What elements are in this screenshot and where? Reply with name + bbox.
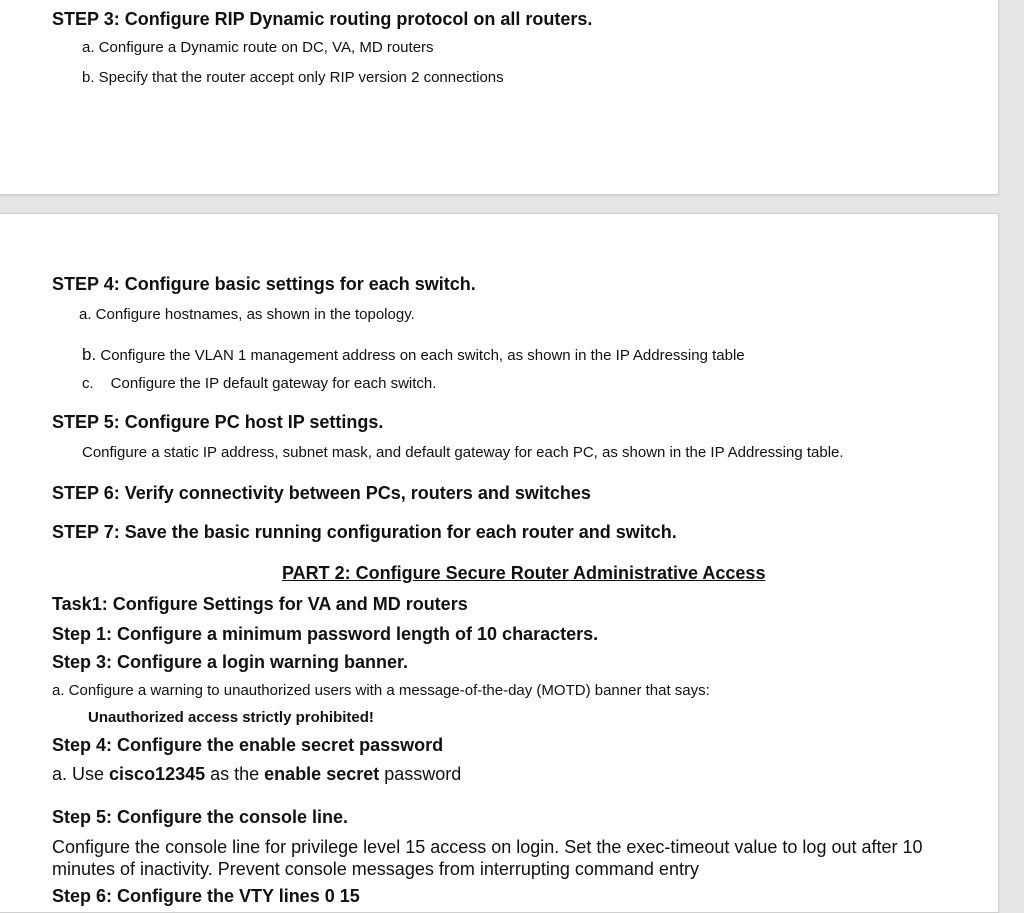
enable-password-value: cisco12345 (109, 764, 206, 784)
step5-text: Configure a static IP address, subnet mask, and default gateway for each PC, as shown in the IP Addressing table. (82, 444, 844, 461)
document-page-1 (0, 0, 999, 195)
p2-step5-text-line1: Configure the console line for privilege level 15 access on login. Set the exec-timeout value to log out after 10 (52, 837, 923, 857)
step4-item-b (82, 345, 745, 365)
step4-item-c-marker: c. (82, 375, 94, 392)
p2-step3-item-a: a. Configure a warning to unauthorized users with a message-of-the-day (MOTD) banner that says: (52, 682, 710, 699)
step3-heading: STEP 3: Configure RIP Dynamic routing protocol on all routers. (52, 9, 593, 29)
step4-item-c-text: Configure the IP default gateway for each switch. (110, 375, 437, 392)
p2-step3-heading: Step 3: Configure a login warning banner. (52, 652, 409, 672)
step3-item-b: b. Specify that the router accept only RIP version 2 connections (82, 69, 504, 86)
step4-heading: STEP 4: Configure basic settings for each switch. (52, 274, 476, 294)
p2-step5-heading: Step 5: Configure the console line. (52, 807, 349, 827)
part2-title: PART 2: Configure Secure Router Administrative Access (282, 563, 766, 583)
enable-secret-term: enable secret (264, 764, 380, 784)
document-page-2 (0, 213, 999, 913)
step7-heading: STEP 7: Save the basic running configuration for each router and switch. (52, 522, 677, 542)
motd-banner-text: Unauthorized access strictly prohibited! (88, 709, 374, 726)
p2-step4-item-a: a. Use cisco12345 as the enable secret password (52, 764, 462, 784)
step3-item-a: a. Configure a Dynamic route on DC, VA, MD routers (82, 39, 434, 56)
step4-item-b-text: Configure the VLAN 1 management address on each switch, as shown in the IP Addressing table (100, 347, 745, 364)
step4-item-b-marker: b. (82, 345, 97, 364)
p2-step5-text-line2: minutes of inactivity. Prevent console messages from interrupting command entry (52, 859, 699, 879)
p2-step1-heading: Step 1: Configure a minimum password length of 10 characters. (52, 624, 599, 644)
step6-heading: STEP 6: Verify connectivity between PCs, routers and switches (52, 483, 591, 503)
p2-step6-heading: Step 6: Configure the VTY lines 0 15 (52, 886, 360, 906)
task1-heading: Task1: Configure Settings for VA and MD routers (52, 594, 468, 614)
step4-item-c (82, 375, 436, 392)
step5-heading: STEP 5: Configure PC host IP settings. (52, 412, 384, 432)
step4-item-a: a. Configure hostnames, as shown in the topology. (79, 306, 415, 323)
p2-step4-heading: Step 4: Configure the enable secret password (52, 735, 444, 755)
